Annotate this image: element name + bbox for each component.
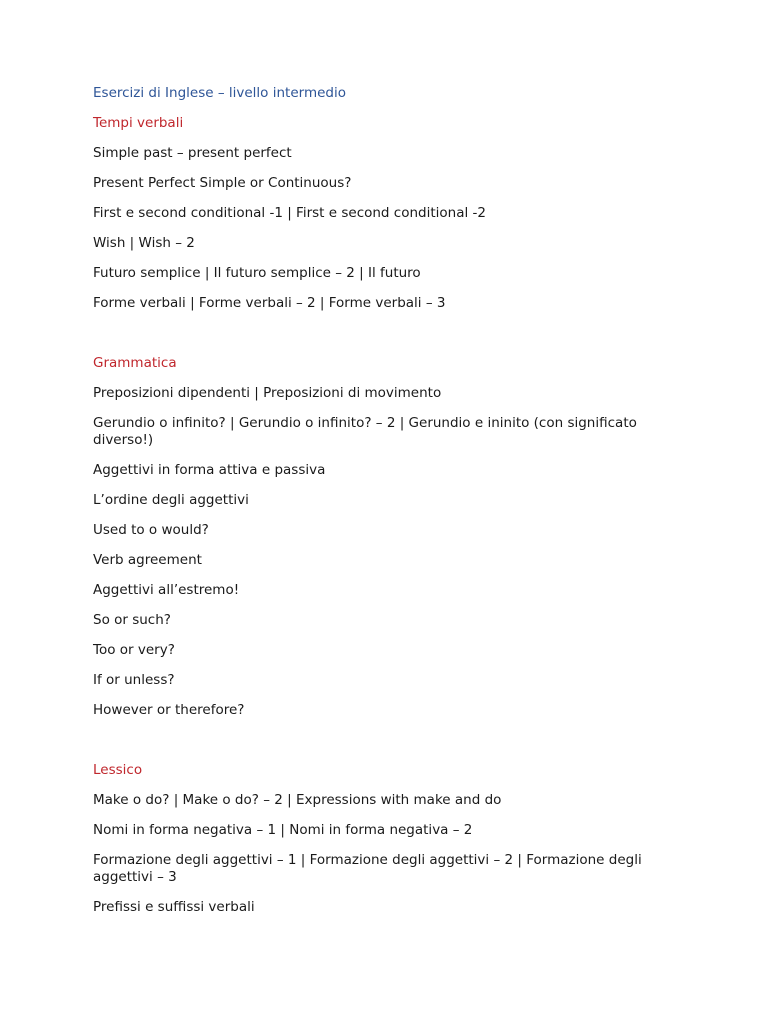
list-item xyxy=(93,702,683,719)
list-item xyxy=(93,852,683,886)
list-item xyxy=(93,822,683,839)
list-item xyxy=(93,522,683,539)
list-item xyxy=(93,899,683,916)
list-item xyxy=(93,295,683,312)
topic-link[interactable]: If or unless? xyxy=(93,672,175,688)
topic-link[interactable]: So or such? xyxy=(93,612,171,628)
topic-link[interactable]: Nomi in forma negativa – 1 | Nomi in forma negativa – 2 xyxy=(93,822,473,838)
section-spacer xyxy=(93,325,683,355)
list-item xyxy=(93,792,683,809)
list-item xyxy=(93,175,683,192)
list-item xyxy=(93,205,683,222)
topic-link[interactable]: Too or very? xyxy=(93,642,175,658)
document-page xyxy=(93,85,683,929)
topic-link[interactable]: Gerundio o infinito? | Gerundio o infinito? – 2 | Gerundio e ininito (con significato diverso!) xyxy=(93,415,637,448)
topic-link[interactable]: First e second conditional -1 | First e second conditional -2 xyxy=(93,205,486,221)
topic-link[interactable]: Verb agreement xyxy=(93,552,202,568)
document-title: Esercizi di Inglese – livello intermedio xyxy=(93,85,346,101)
list-item xyxy=(93,145,683,162)
topic-link[interactable]: Preposizioni dipendenti | Preposizioni di movimento xyxy=(93,385,442,401)
topic-link[interactable]: Prefissi e suffissi verbali xyxy=(93,899,255,915)
topic-link[interactable]: Formazione degli aggettivi – 1 | Formazione degli aggettivi – 2 | Formazione degli aggettivi – 3 xyxy=(93,852,642,885)
list-item xyxy=(93,582,683,599)
topic-link[interactable]: However or therefore? xyxy=(93,702,245,718)
topic-link[interactable]: Present Perfect Simple or Continuous? xyxy=(93,175,352,191)
topic-link[interactable]: Make o do? | Make o do? – 2 | Expressions with make and do xyxy=(93,792,502,808)
list-item xyxy=(93,265,683,282)
section-heading-tempi-verbali: Tempi verbali xyxy=(93,115,184,131)
list-item xyxy=(93,492,683,509)
list-item xyxy=(93,672,683,689)
topic-link[interactable]: Aggettivi in forma attiva e passiva xyxy=(93,462,326,478)
section-heading-lessico: Lessico xyxy=(93,762,143,778)
list-item xyxy=(93,462,683,479)
topic-link[interactable]: L’ordine degli aggettivi xyxy=(93,492,249,508)
topic-link[interactable]: Simple past – present perfect xyxy=(93,145,292,161)
section-spacer xyxy=(93,732,683,762)
topic-link[interactable]: Used to o would? xyxy=(93,522,209,538)
topic-link[interactable]: Wish | Wish – 2 xyxy=(93,235,195,251)
section-heading-grammatica: Grammatica xyxy=(93,355,177,371)
topic-link[interactable]: Futuro semplice | Il futuro semplice – 2 | Il futuro xyxy=(93,265,421,281)
list-item xyxy=(93,642,683,659)
topic-link[interactable]: Aggettivi all’estremo! xyxy=(93,582,240,598)
list-item xyxy=(93,385,683,402)
list-item xyxy=(93,415,683,449)
list-item xyxy=(93,235,683,252)
topic-link[interactable]: Forme verbali | Forme verbali – 2 | Forme verbali – 3 xyxy=(93,295,446,311)
list-item xyxy=(93,552,683,569)
list-item xyxy=(93,612,683,629)
